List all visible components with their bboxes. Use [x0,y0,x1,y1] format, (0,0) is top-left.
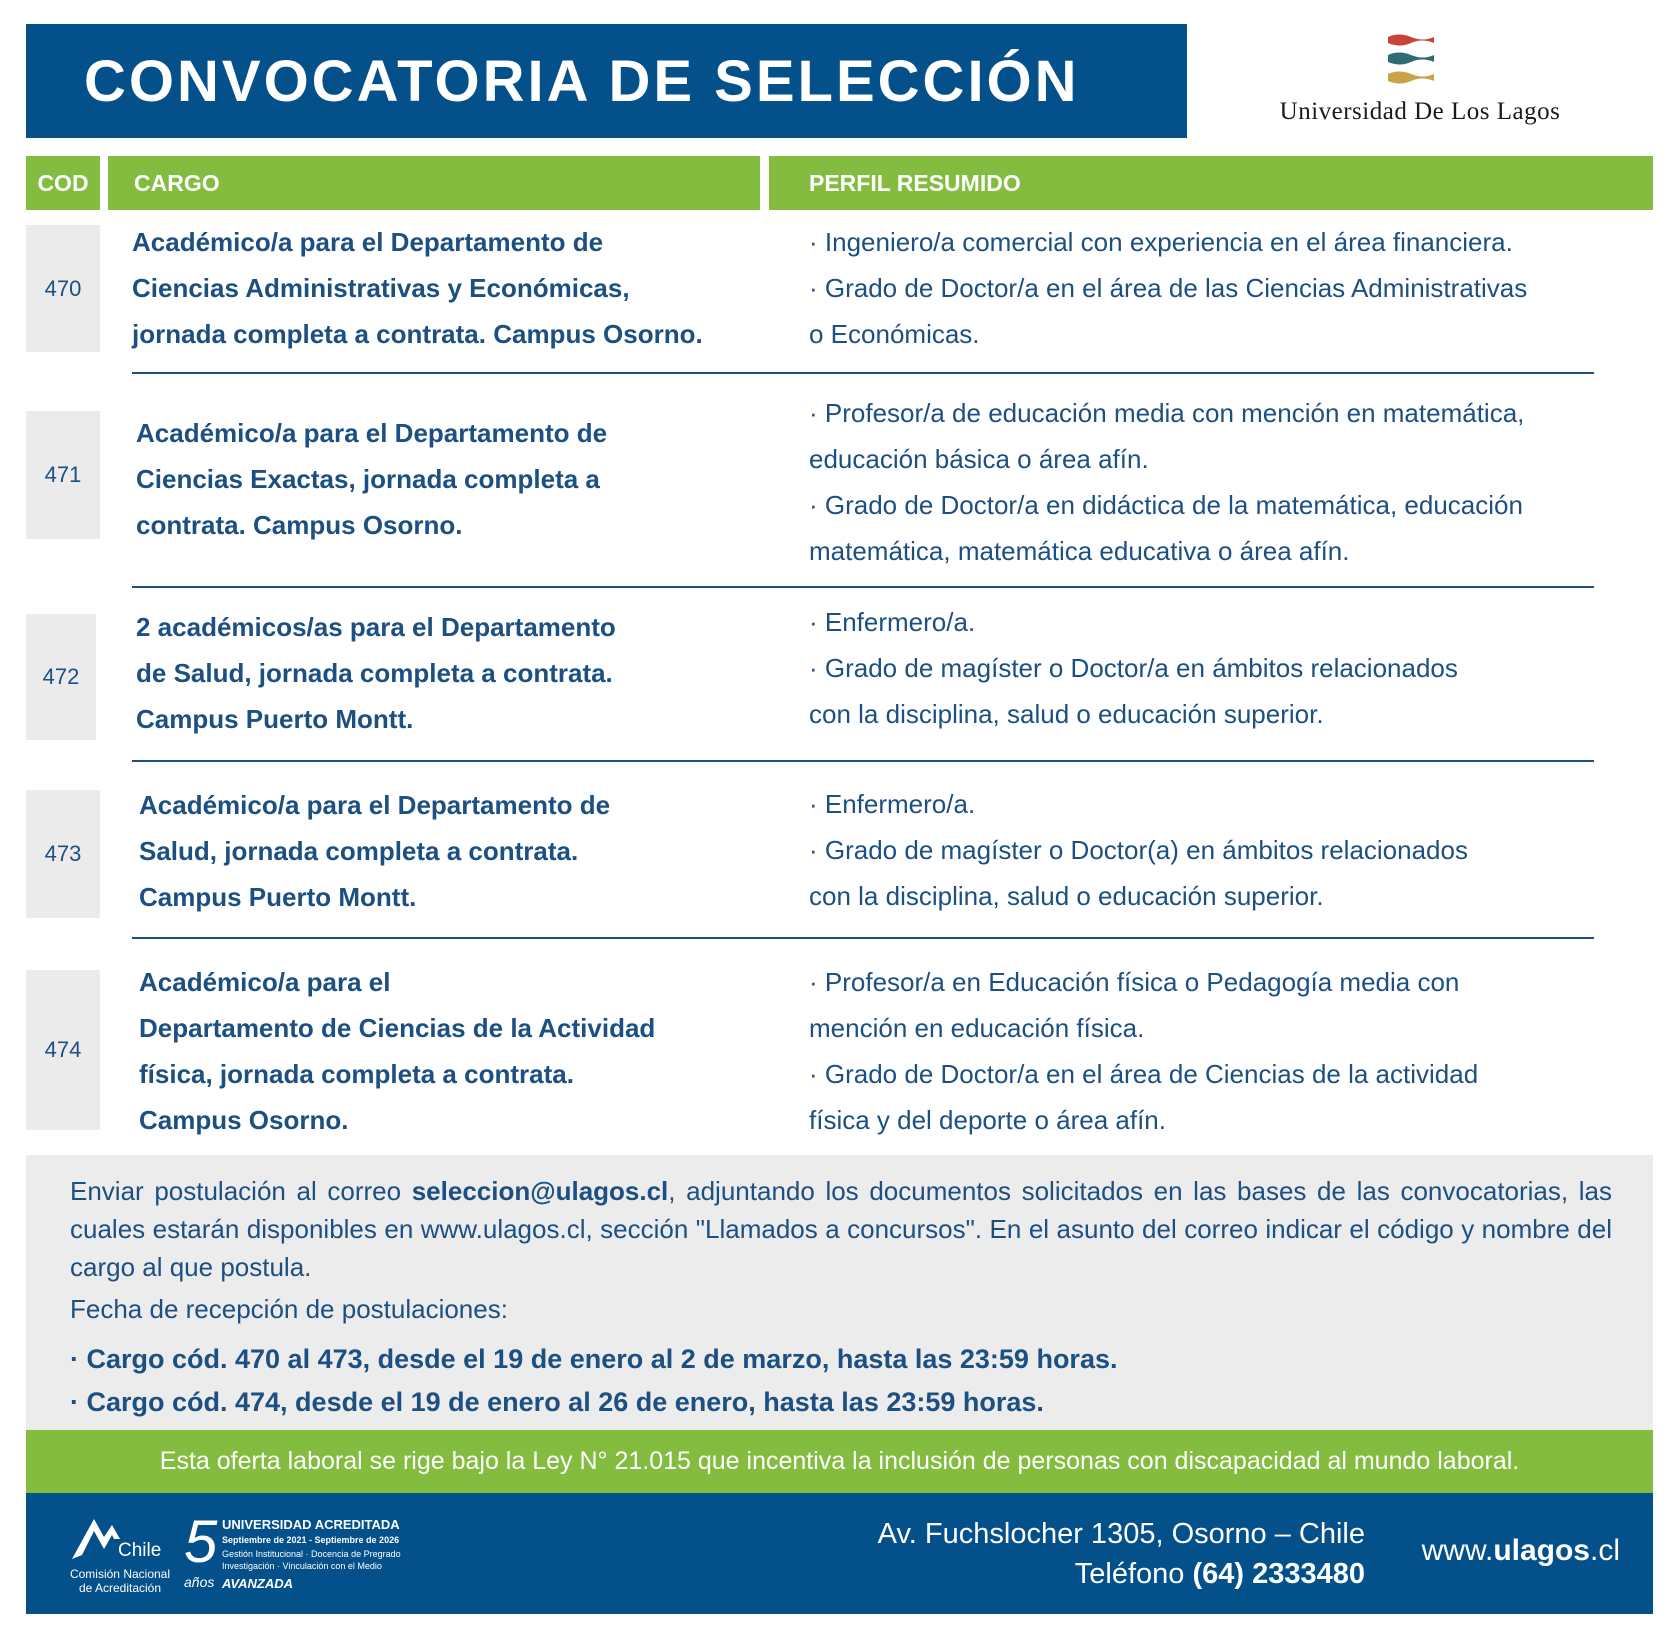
column-header-cargo: CARGO [108,156,760,210]
row-divider [132,586,1594,588]
perfil-line: · Grado de magíster o Doctor/a en ámbitos relacionados [809,653,1458,683]
perfil-line: o Económicas. [809,319,980,349]
cargo-line: jornada completa a contrata. Campus Osorno. [132,319,703,349]
cna-name-line: de Acreditación [78,1581,162,1595]
perfil-line: mención en educación física. [809,1013,1145,1043]
cargo-line: contrata. Campus Osorno. [136,510,463,540]
perfil-line: física y del deporte o área afín. [809,1105,1166,1135]
row-perfil [809,390,1524,574]
perfil-line: · Enfermero/a. [809,789,976,819]
column-header-perfil: PERFIL RESUMIDO [769,156,1653,210]
cargo-line: 2 académicos/as para el Departamento [136,612,616,642]
row-code: 470 [44,275,82,301]
phone-label: Teléfono [1074,1558,1185,1590]
perfil-line: · Grado de Doctor/a en el área de las Ciencias Administrativas [809,273,1528,303]
perfil-line: · Grado de magíster o Doctor(a) en ámbitos relacionados [809,835,1468,865]
law-notice: Esta oferta laboral se rige bajo la Ley N° 21.015 que incentiva la inclusión de personas con discapacidad al mundo laboral. [159,1447,1520,1475]
university-name: Universidad De Los Lagos [1279,98,1561,125]
row-code: 471 [44,462,82,487]
cna-name-line: Comisión Nacional [69,1567,171,1581]
accreditation-areas: Gestión Institucional · Docencia de Pregrado [222,1549,401,1559]
cargo-line: Ciencias Administrativas y Económicas, [132,273,630,303]
accreditation-period: Septiembre de 2021 - Septiembre de 2026 [222,1535,400,1545]
row-cargo [136,604,616,742]
row-divider [132,937,1594,939]
column-header-cod: COD [26,156,100,210]
page-title: CONVOCATORIA DE SELECCIÓN [84,49,1080,114]
cargo-line: Campus Puerto Montt. [139,882,417,912]
cargo-line: Académico/a para el [139,967,391,997]
instructions-intro: Enviar postulación al correo [70,1176,402,1206]
cargo-line: Campus Osorno. [139,1105,349,1135]
accreditation-level: AVANZADA [222,1576,294,1591]
row-code-box [26,790,100,918]
row-code: 473 [44,841,82,866]
cargo-line: Ciencias Exactas, jornada completa a [136,464,600,494]
row-code-box [26,614,96,740]
web-prefix: www. [1421,1534,1494,1567]
row-divider [132,372,1594,374]
accreditation-years-label: años [184,1574,215,1590]
perfil-line: con la disciplina, salud o educación superior. [809,881,1324,911]
row-code: 472 [42,664,80,689]
deadline-item: · Cargo cód. 474, desde el 19 de enero al 26 de enero, hasta las 23:59 horas. [70,1387,1044,1417]
website-link[interactable] [1400,1534,1620,1568]
cargo-line: Campus Puerto Montt. [136,704,414,734]
perfil-line: · Grado de Doctor/a en el área de Ciencias de la actividad [809,1059,1479,1089]
phone-number[interactable]: (64) 2333480 [1192,1558,1365,1590]
cna-wordmark: Chile [118,1540,162,1561]
perfil-line: educación básica o área afín. [809,444,1149,474]
row-code-box [26,225,100,352]
cargo-line: física, jornada completa a contrata. [139,1059,574,1089]
cargo-line: Salud, jornada completa a contrata. [139,836,579,866]
deadline-label: Fecha de recepción de postulaciones: [70,1294,508,1324]
instructions-rest: , adjuntando los documentos solicitados en las bases de las convocatorias, las cuales estarán disponibles en www.ulagos.cl, sección "Llamados a concursos". En el asunto del correo indicar el código y nombre del cargo al que postula. [70,1176,1612,1282]
perfil-line: · Profesor/a de educación media con mención en matemática, [809,398,1525,428]
deadline-item: · Cargo cód. 470 al 473, desde el 19 de enero al 2 de marzo, hasta las 23:59 horas. [70,1344,1118,1374]
perfil-line: · Profesor/a en Educación física o Pedagogía media con [809,967,1460,997]
perfil-line: matemática, matemática educativa o área afín. [809,536,1350,566]
address: Av. Fuchslocher 1305, Osorno – Chile [877,1518,1365,1550]
row-cargo [139,959,655,1143]
row-perfil [809,599,1458,737]
accreditation-years: 5 [184,1508,218,1575]
perfil-line: · Ingeniero/a comercial con experiencia en el área financiera. [809,227,1513,257]
cargo-line: Académico/a para el Departamento de [136,418,608,448]
web-suffix: .cl [1590,1534,1620,1567]
row-perfil [809,219,1527,357]
application-instructions [70,1172,1612,1286]
row-perfil [809,959,1478,1143]
row-cargo [132,219,703,357]
row-code: 474 [44,1037,82,1062]
row-divider [132,760,1594,762]
accreditation-areas: Investigación · Vinculación con el Medio [222,1561,382,1571]
perfil-line: · Grado de Doctor/a en didáctica de la matemática, educación [809,490,1523,520]
perfil-line: · Enfermero/a. [809,607,976,637]
row-cargo [139,782,610,920]
perfil-line: con la disciplina, salud o educación superior. [809,699,1324,729]
row-code-box [26,970,100,1130]
university-logo-icon [1386,32,1436,90]
cargo-line: de Salud, jornada completa a contrata. [136,658,613,688]
row-code-box [26,411,100,539]
phone [760,1558,1365,1591]
row-cargo [136,410,607,548]
cargo-line: Académico/a para el Departamento de [139,790,611,820]
row-perfil [809,781,1468,919]
email-link[interactable]: seleccion@ulagos.cl [411,1176,669,1206]
cargo-line: Académico/a para el Departamento de [132,227,604,257]
cargo-line: Departamento de Ciencias de la Actividad [139,1013,656,1043]
accreditation-title: UNIVERSIDAD ACREDITADA [222,1517,400,1532]
web-domain: ulagos [1493,1534,1590,1567]
